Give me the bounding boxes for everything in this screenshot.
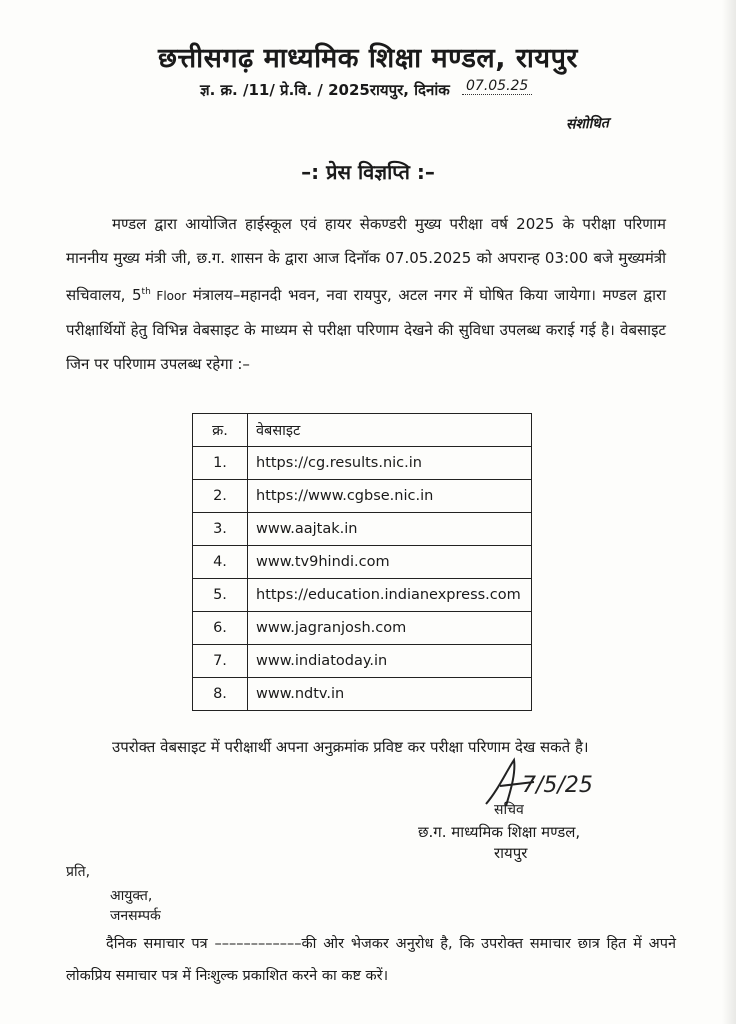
- column-header-website: वेबसाइट: [248, 414, 532, 447]
- press-release-heading: –: प्रेस विज्ञप्ति :–: [301, 160, 435, 184]
- table-row: [193, 480, 532, 513]
- recipient-line-1: आयुक्त,: [110, 888, 153, 904]
- recipient-label: प्रति,: [66, 864, 91, 880]
- publication-request-paragraph: दैनिक समाचार पत्र ––––––––––––की ओर भेजकर अनुरोध है, कि उपरोक्त समाचार छात्र हित में अपने लोकप्रिय समाचार पत्र में निःशुल्क प्रकाशित करने का कष्ट करें।: [66, 936, 676, 984]
- row-website: www.ndtv.in: [248, 678, 532, 711]
- reference-date: 07.05.25: [462, 78, 532, 95]
- row-website: www.indiatoday.in: [248, 645, 532, 678]
- row-website: https://cg.results.nic.in: [248, 447, 532, 480]
- reference-number: ज्ञ. क्र. /11/ प्रे.वि. / 2025रायपुर, दिनांक: [200, 81, 450, 99]
- organization-title: छत्तीसगढ़ माध्यमिक शिक्षा मण्डल, रायपुर: [158, 43, 578, 74]
- row-website: www.jagranjosh.com: [248, 612, 532, 645]
- row-serial: 3.: [193, 513, 248, 546]
- row-website: https://www.cgbse.nic.in: [248, 480, 532, 513]
- row-website: www.tv9hindi.com: [248, 546, 532, 579]
- signatory-organization: छ.ग. माध्यमिक शिक्षा मण्डल,: [418, 823, 581, 841]
- table-row: [193, 513, 532, 546]
- table-row: [193, 612, 532, 645]
- revised-stamp-note: संशोधित: [565, 115, 610, 133]
- row-serial: 8.: [193, 678, 248, 711]
- row-serial: 7.: [193, 645, 248, 678]
- table-row: [193, 546, 532, 579]
- column-header-serial: क्र.: [193, 414, 248, 447]
- row-serial: 5.: [193, 579, 248, 612]
- ordinal-suffix: th: [141, 287, 151, 297]
- table-row: [193, 447, 532, 480]
- signature-date: 7/5/25: [522, 773, 593, 798]
- recipient-line-2: जनसम्पर्क: [110, 908, 161, 924]
- paragraph-text-part-1: मण्डल द्वारा आयोजित हाईस्कूल एवं हायर सेकण्डरी मुख्य परीक्षा वर्ष 2025 के परीक्षा परिणाम माननीय मुख्य मंत्री जी, छ.ग. शासन के द्वारा आज दिनॉक 07.05.2025 को अपरान्ह 03:00 बजे मुख्यमंत्री सचिवालय, 5: [66, 215, 666, 304]
- instruction-paragraph: उपरोक्त वेबसाइट में परीक्षार्थी अपना अनुक्रमांक प्रविष्ट कर परीक्षा परिणाम देख सकते है।: [112, 738, 589, 756]
- table-row: [193, 678, 532, 711]
- row-website: www.aajtak.in: [248, 513, 532, 546]
- row-serial: 4.: [193, 546, 248, 579]
- row-serial: 6.: [193, 612, 248, 645]
- websites-table: [192, 413, 532, 711]
- table-header-row: [193, 414, 532, 447]
- signatory-title: सचिव: [494, 802, 524, 818]
- scan-shadow-edge: [722, 0, 736, 1024]
- floor-label: Floor: [150, 289, 187, 303]
- announcement-paragraph: [66, 207, 666, 381]
- row-serial: 2.: [193, 480, 248, 513]
- row-website: https://education.indianexpress.com: [248, 579, 532, 612]
- paragraph-text-part-2: मंत्रालय–महानदी भवन, नवा रायपुर, अटल नगर में घोषित किया जायेगा। मण्डल द्वारा परीक्षार्थियों हेतु विभिन्न वेबसाइट के माध्यम से परीक्षा परिणाम देखने की सुविधा उपलब्ध कराई गई है। वेबसाइट जिन पर परिणाम उपलब्ध रहेगा :–: [66, 286, 666, 373]
- table-row: [193, 645, 532, 678]
- table-row: [193, 579, 532, 612]
- signatory-city: रायपुर: [494, 844, 528, 862]
- row-serial: 1.: [193, 447, 248, 480]
